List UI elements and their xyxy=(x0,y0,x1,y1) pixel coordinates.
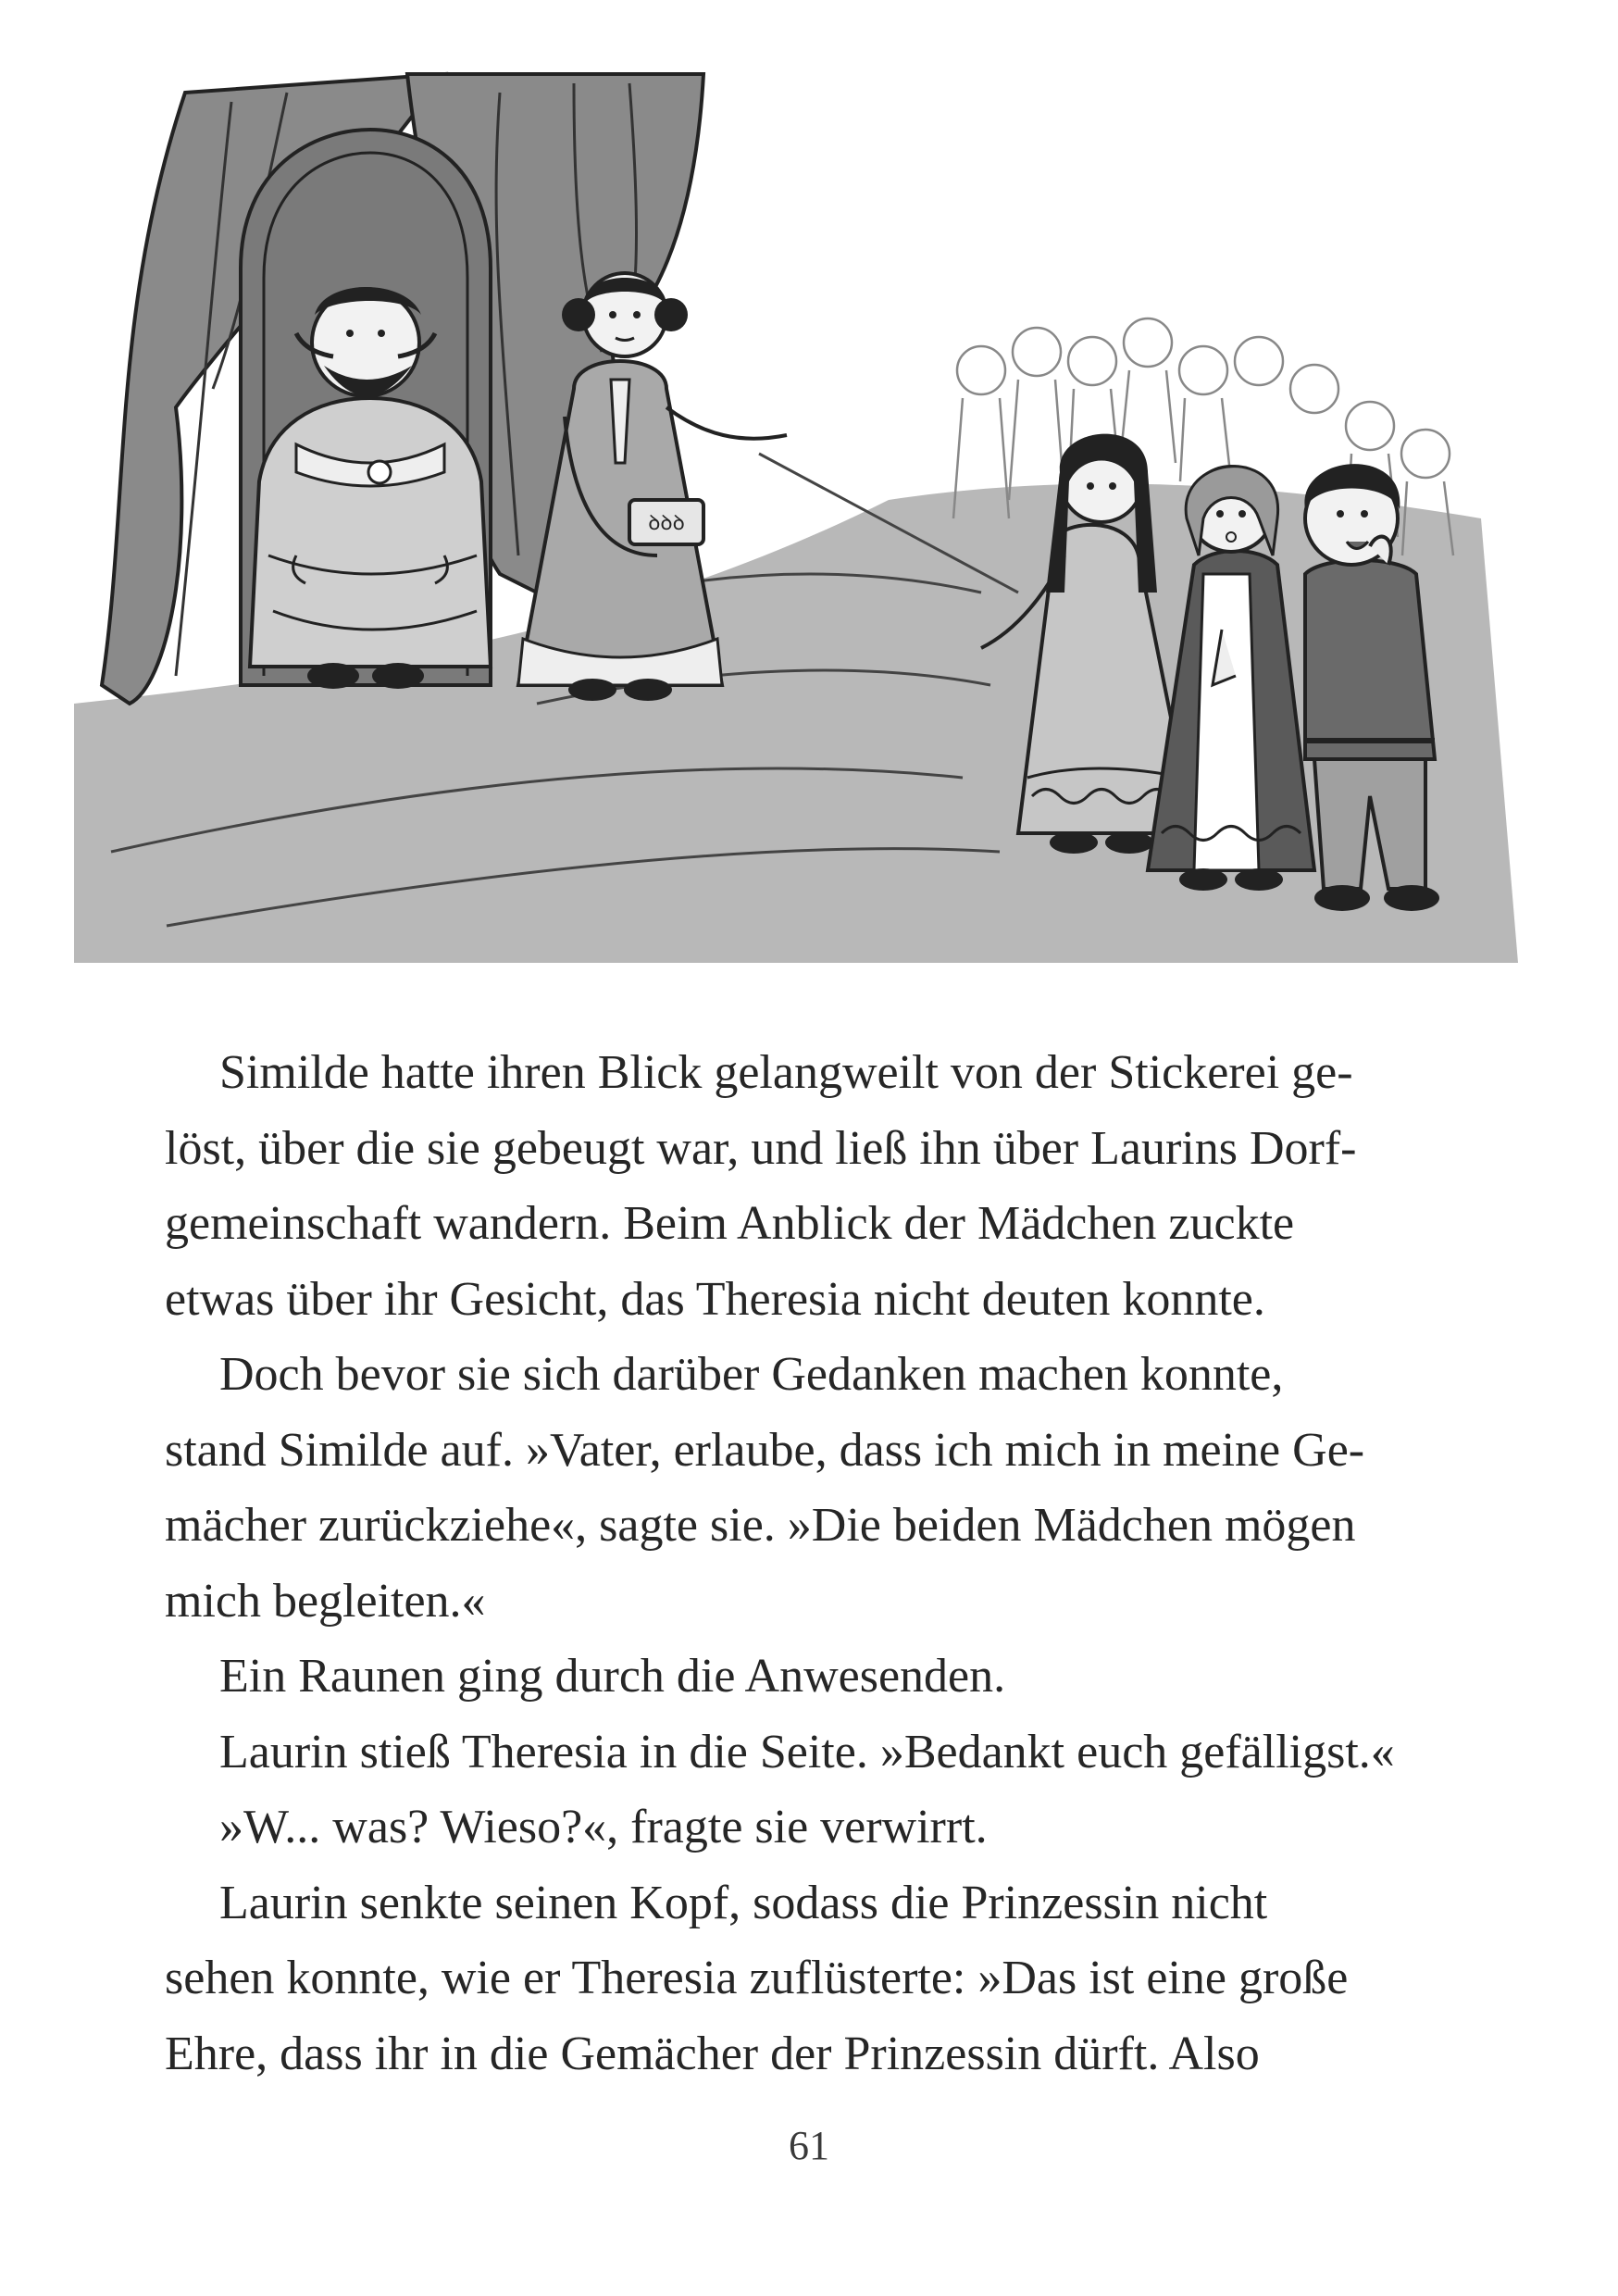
book-lettering: ꝺꝺꝺ xyxy=(648,512,685,535)
text-line: Laurin stieß Theresia in die Seite. »Bedankt euch gefälligst.« xyxy=(219,1725,1395,1778)
page-number: 61 xyxy=(789,2123,829,2168)
text-line: Ein Raunen ging durch die Anwesenden. xyxy=(219,1650,1006,1703)
throne-room-illustration xyxy=(56,37,1537,1000)
text-line: mächer zurückziehe«, sagte sie. »Die beiden Mädchen mögen xyxy=(165,1499,1356,1552)
text-line: sehen konnte, wie er Theresia zuflüsterte: »Das ist eine große xyxy=(165,1952,1349,2004)
text-line: mich begleiten.« xyxy=(165,1574,486,1628)
story-text xyxy=(165,1035,1461,2091)
text-line: stand Similde auf. »Vater, erlaube, dass ich mich in meine Ge- xyxy=(165,1423,1365,1477)
text-line: etwas über ihr Gesicht, das Theresia nicht deuten konnte. xyxy=(165,1272,1265,1326)
text-line: gemeinschaft wandern. Beim Anblick der Mädchen zuckte xyxy=(165,1197,1295,1250)
text-line: Doch bevor sie sich darüber Gedanken machen konnte, xyxy=(219,1348,1284,1401)
text-line: »W... was? Wieso?«, fragte sie verwirrt. xyxy=(219,1801,988,1853)
text-line: Ehre, dass ihr in die Gemächer der Prinzessin dürft. Also xyxy=(165,2027,1260,2080)
text-line: Similde hatte ihren Blick gelangweilt von der Stickerei ge- xyxy=(219,1046,1353,1099)
text-line: Laurin senkte seinen Kopf, sodass die Prinzessin nicht xyxy=(219,1876,1268,1929)
text-line: löst, über die sie gebeugt war, und ließ ihn über Laurins Dorf- xyxy=(165,1121,1357,1175)
